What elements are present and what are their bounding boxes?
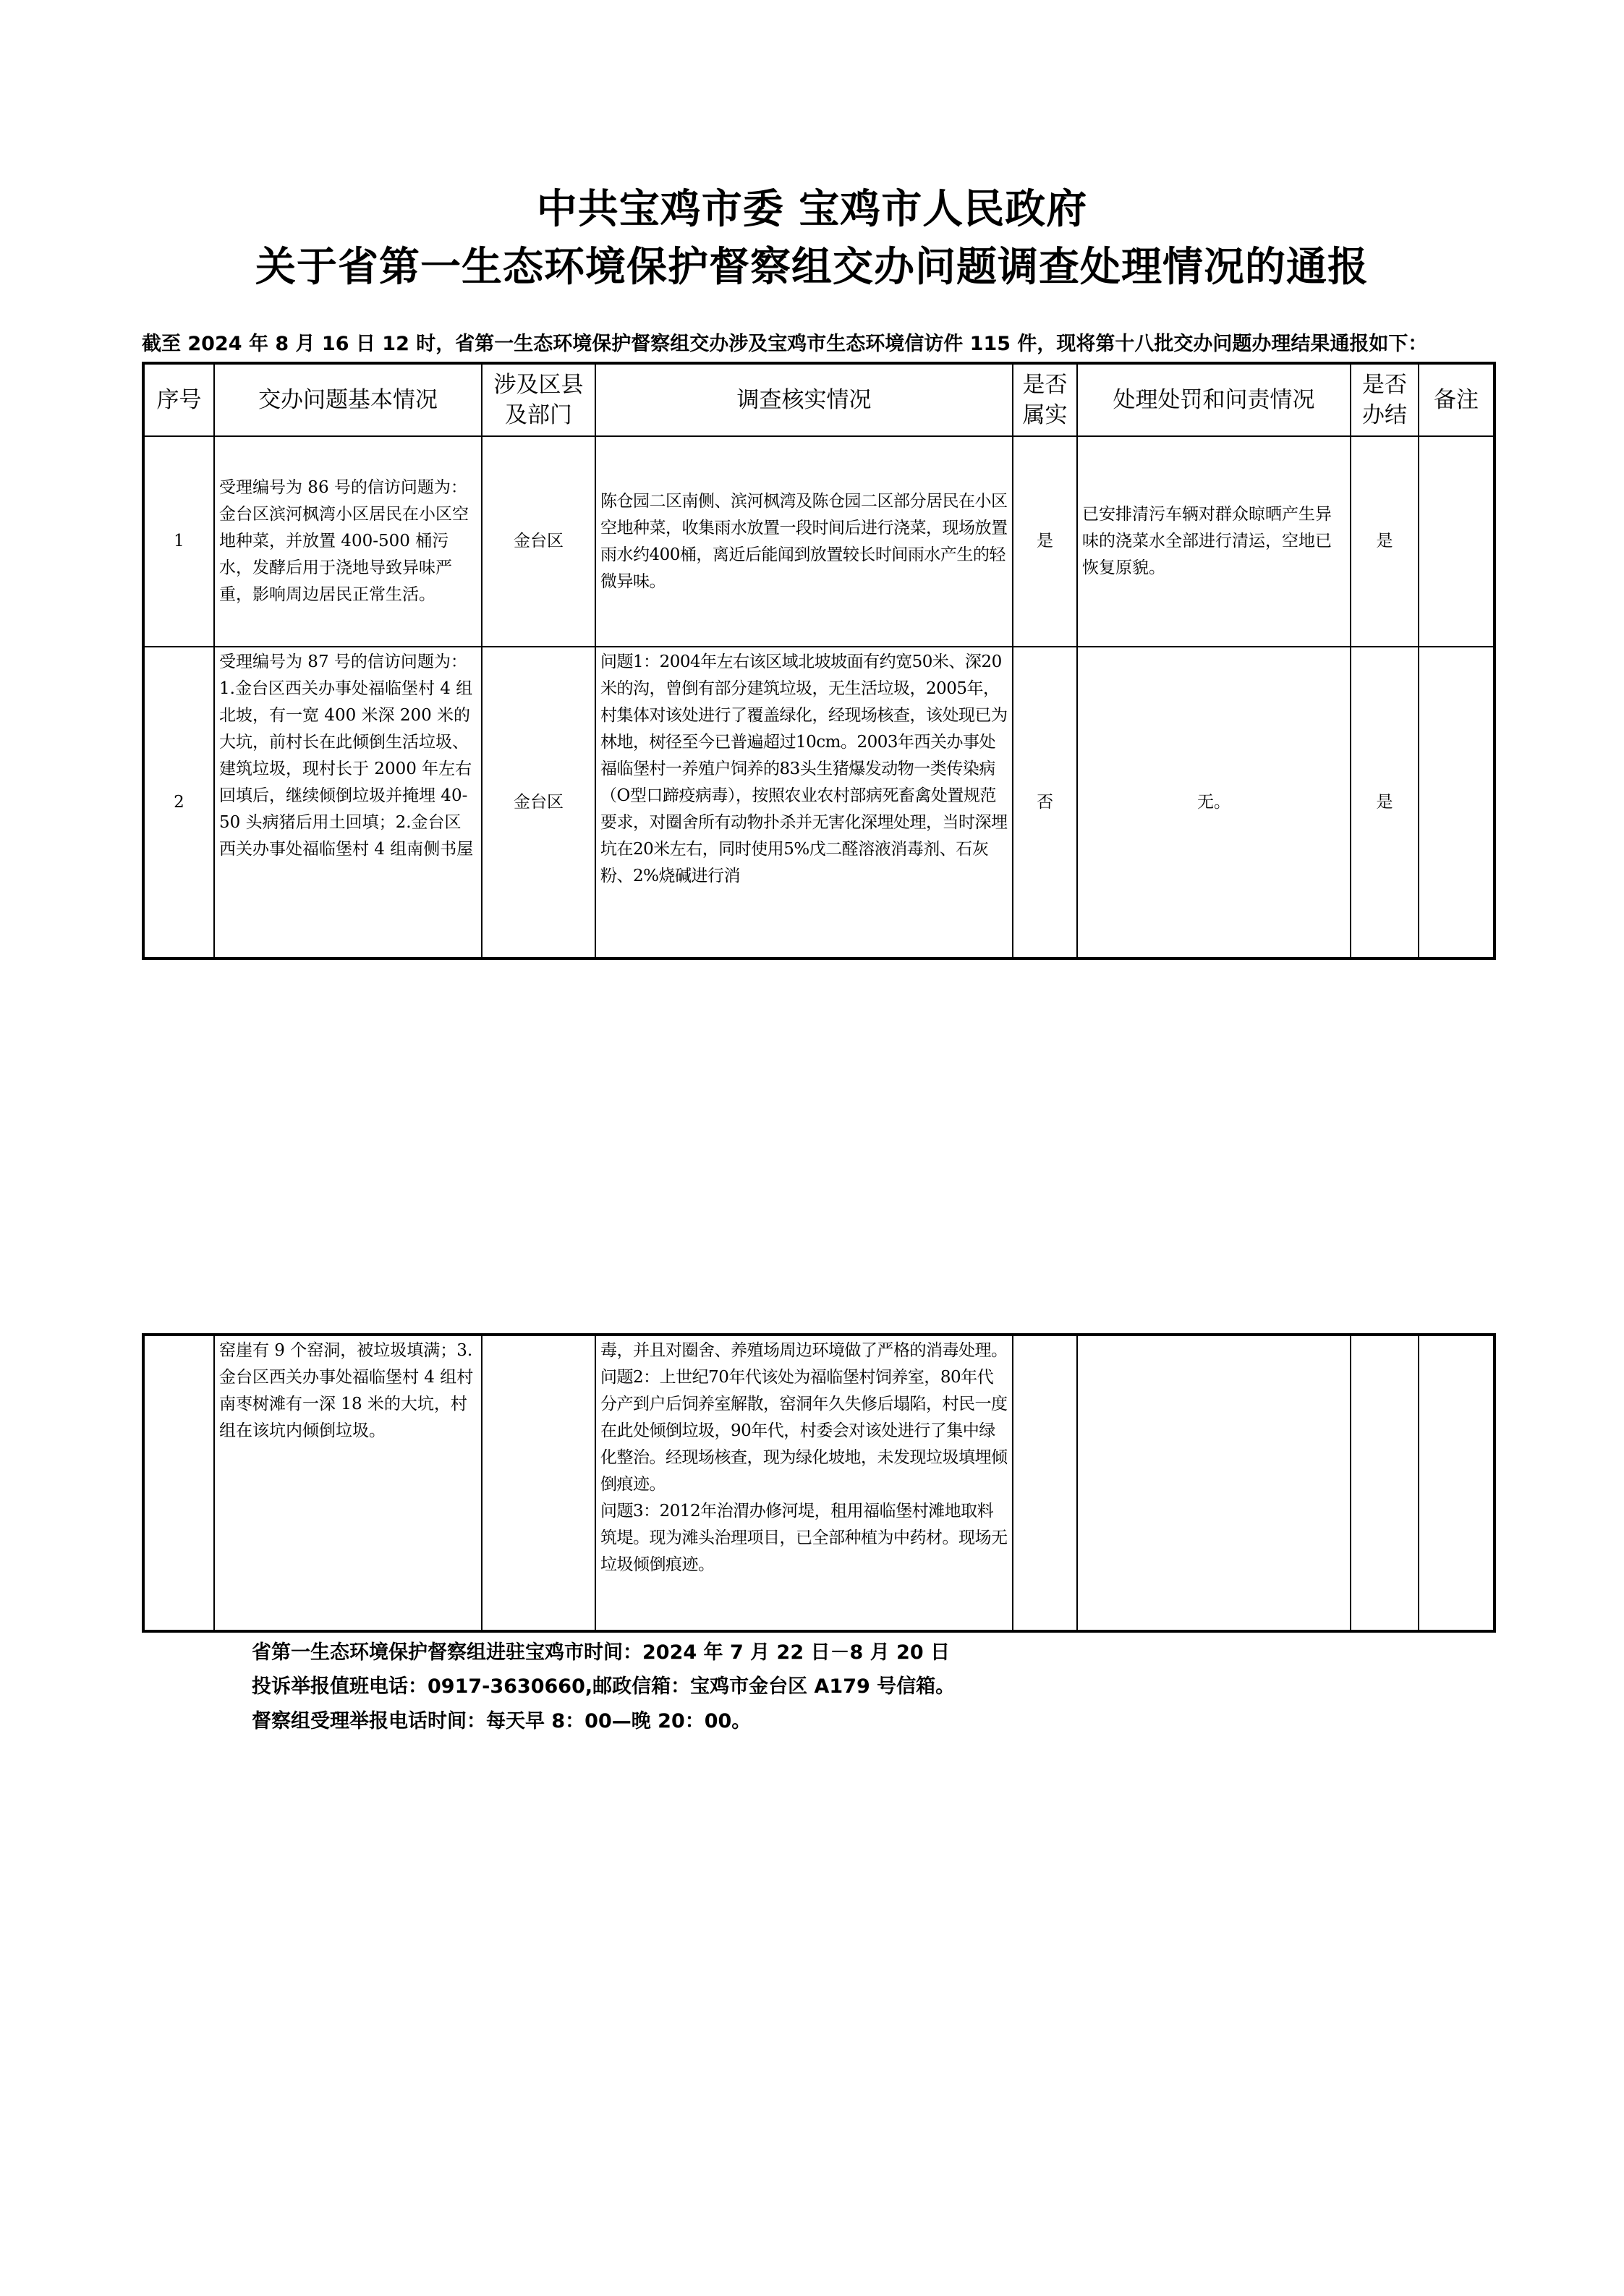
row-investigation: 陈仓园二区南侧、滨河枫湾及陈仓园二区部分居民在小区空地种菜，收集雨水放置一段时间后进行浇菜，现场放置雨水约400桶，离近后能闻到放置较长时间雨水产生的轻微异味。 bbox=[595, 436, 1013, 647]
table-row bbox=[143, 1335, 1495, 1631]
row-district: 金台区 bbox=[482, 647, 595, 958]
issues-table bbox=[142, 362, 1496, 960]
issues-table-continued bbox=[142, 1333, 1496, 1633]
intro-paragraph: 截至 2024 年 8 月 16 日 12 时，省第一生态环境保护督察组交办涉及宝鸡市生态环境信访件 115 件，现将第十八批交办问题办理结果通报如下： bbox=[142, 333, 1428, 355]
row-handling bbox=[1077, 1335, 1351, 1631]
row-true-or-not bbox=[1013, 1335, 1077, 1631]
row-true-or-not: 是 bbox=[1013, 436, 1077, 647]
header-handling: 处理处罚和问责情况 bbox=[1077, 363, 1351, 436]
row-concluded bbox=[1351, 1335, 1419, 1631]
row-remark bbox=[1419, 436, 1495, 647]
row-no: 1 bbox=[143, 436, 214, 647]
footer-stationing-time: 省第一生态环境保护督察组进驻宝鸡市时间：2024 年 7 月 22 日－8 月 20 日 bbox=[252, 1641, 951, 1664]
document-title-line1: 中共宝鸡市委 宝鸡市人民政府 bbox=[536, 186, 1088, 233]
row-no: 2 bbox=[143, 647, 214, 958]
table-row bbox=[143, 436, 1495, 647]
row-handling: 无。 bbox=[1077, 647, 1351, 958]
row-remark bbox=[1419, 647, 1495, 958]
table-row bbox=[143, 647, 1495, 958]
header-concluded: 是否办结 bbox=[1351, 363, 1419, 436]
row-issue: 受理编号为 87 号的信访问题为：1.金台区西关办事处福临堡村 4 组北坡，有一宽 400 米深 200 米的大坑，前村长在此倾倒生活垃圾、建筑垃圾，现村长于 2000 年左右回填后，继续倾倒垃圾并掩埋 40-50 头病猪后用土回填；2.金台区西关办事处福临堡村 4 组南侧书屋 bbox=[214, 647, 482, 958]
footer-hours: 督察组受理举报电话时间：每天早 8：00—晚 20：00。 bbox=[252, 1710, 752, 1732]
header-remark: 备注 bbox=[1419, 363, 1495, 436]
header-issue: 交办问题基本情况 bbox=[214, 363, 482, 436]
row-true-or-not: 否 bbox=[1013, 647, 1077, 958]
document-title-line2: 关于省第一生态环境保护督察组交办问题调查处理情况的通报 bbox=[255, 244, 1369, 291]
row-concluded: 是 bbox=[1351, 647, 1419, 958]
row-issue: 窑崖有 9 个窑洞，被垃圾填满；3.金台区西关办事处福临堡村 4 组村南枣树滩有一深 18 米的大坑，村组在该坑内倾倒垃圾。 bbox=[214, 1335, 482, 1631]
header-true-or-not: 是否属实 bbox=[1013, 363, 1077, 436]
row-concluded: 是 bbox=[1351, 436, 1419, 647]
row-remark bbox=[1419, 1335, 1495, 1631]
row-handling: 已安排清污车辆对群众晾晒产生异味的浇菜水全部进行清运，空地已恢复原貌。 bbox=[1077, 436, 1351, 647]
row-investigation: 问题1：2004年左右该区域北坡坡面有约宽50米、深20米的沟，曾倒有部分建筑垃圾，无生活垃圾，2005年，村集体对该处进行了覆盖绿化，经现场核查，该处现已为林地，树径至今已普遍超过10cm。2003年西关办事处福临堡村一养殖户饲养的83头生猪爆发动物一类传染病（O型口蹄疫病毒），按照农业农村部病死畜禽处置规范要求，对圈舍所有动物扑杀并无害化深埋处理，当时深埋坑在20米左右，同时使用5%戊二醛溶液消毒剂、石灰粉、2%烧碱进行消 bbox=[595, 647, 1013, 958]
header-district: 涉及区县及部门 bbox=[482, 363, 595, 436]
row-investigation: 毒，并且对圈舍、养殖场周边环境做了严格的消毒处理。 问题2：上世纪70年代该处为福临堡村饲养室，80年代分产到户后饲养室解散，窑洞年久失修后塌陷，村民一度在此处倾倒垃圾，90年代，村委会对该处进行了集中绿化整治。经现场核查，现为绿化坡地，未发现垃圾填埋倾倒痕迹。 问题3：2012年治渭办修河堤，租用福临堡村滩地取料筑堤。现为滩头治理项目，已全部种植为中药材。现场无垃圾倾倒痕迹。 bbox=[595, 1335, 1013, 1631]
table-header-row bbox=[143, 363, 1495, 436]
row-no bbox=[143, 1335, 214, 1631]
row-issue: 受理编号为 86 号的信访问题为：金台区滨河枫湾小区居民在小区空地种菜，并放置 400-500 桶污水，发酵后用于浇地导致异味严重，影响周边居民正常生活。 bbox=[214, 436, 482, 647]
row-district bbox=[482, 1335, 595, 1631]
row-district: 金台区 bbox=[482, 436, 595, 647]
header-no: 序号 bbox=[143, 363, 214, 436]
header-investigation: 调查核实情况 bbox=[595, 363, 1013, 436]
footer-hotline: 投诉举报值班电话：0917-3630660,邮政信箱：宝鸡市金台区 A179 号信箱。 bbox=[252, 1675, 956, 1698]
